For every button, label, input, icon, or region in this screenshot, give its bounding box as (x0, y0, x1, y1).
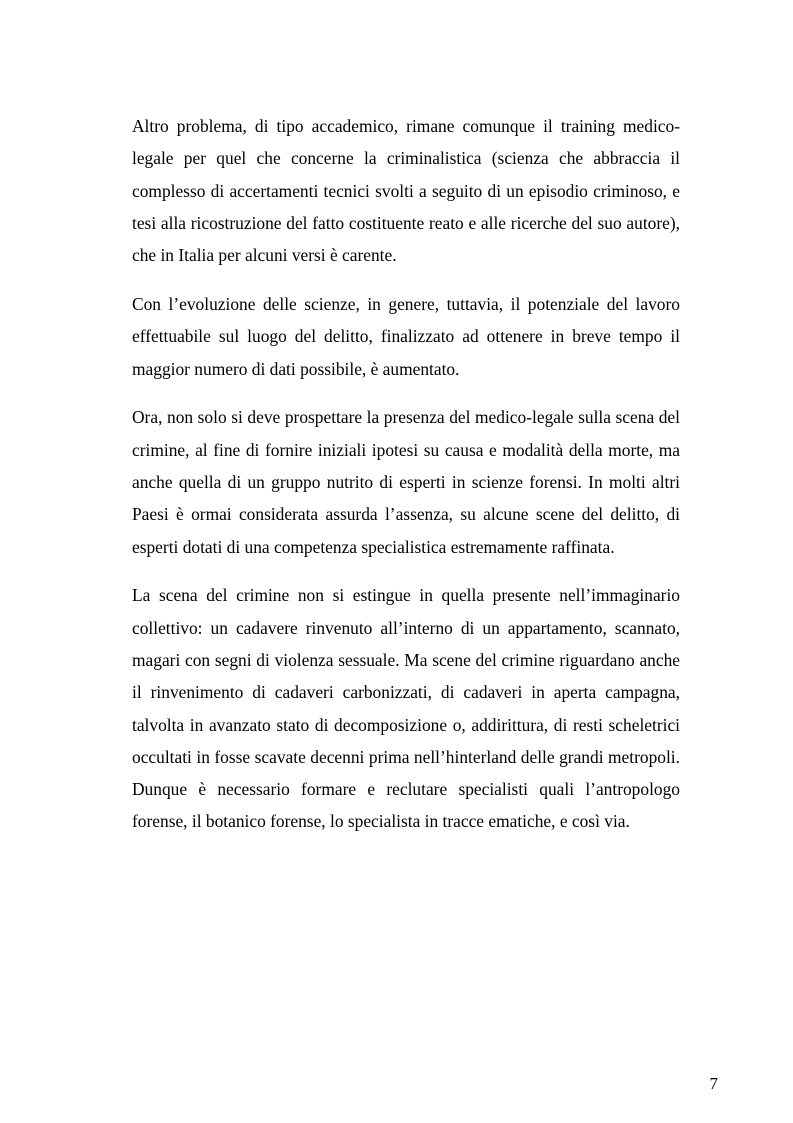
page-number: 7 (709, 1074, 718, 1093)
paragraph-1: Altro problema, di tipo accademico, rimane comunque il training medico- legale per quel che concerne la criminalistica (scienza che abbraccia il complesso di accertamenti tecnici svolti a seguito di un episodio criminoso, e tesi alla ricostruzione del fatto costituente reato e alle ricerche del suo autore), che in Italia per alcuni versi è carente. (132, 116, 680, 266)
paragraph-3: Ora, non solo si deve prospettare la presenza del medico-legale sulla scena del crimine, al fine di fornire iniziali ipotesi su causa e modalità della morte, ma anche quella di un gruppo nutrito di esperti in scienze forensi. In molti altri Paesi è ormai considerata assurda l’assenza, su alcune scene del delitto, di esperti dotati di una competenza specialistica estremamente raffinata. (132, 407, 680, 557)
body-text (132, 110, 680, 854)
paragraph-4: La scena del crimine non si estingue in quella presente nell’immaginario collettivo: un cadavere rinvenuto all’interno di un appartamento, scannato, magari con segni di violenza sessuale. Ma scene del crimine riguardano anche il rinvenimento di cadaveri carbonizzati, di cadaveri in aperta campagna, talvolta in avanzato stato di decomposizione o, addirittura, di resti scheletrici occultati in fosse scavate decenni prima nell’hinterland delle grandi metropoli. Dunque è necessario formare e reclutare specialisti quali l’antropologo forense, il botanico forense, lo specialista in tracce ematiche, e così via. (132, 585, 680, 832)
paragraph-2: Con l’evoluzione delle scienze, in genere, tuttavia, il potenziale del lavoro effettuabile sul luogo del delitto, finalizzato ad ottenere in breve tempo il maggior numero di dati possibile, è aumentato. (132, 293, 680, 379)
